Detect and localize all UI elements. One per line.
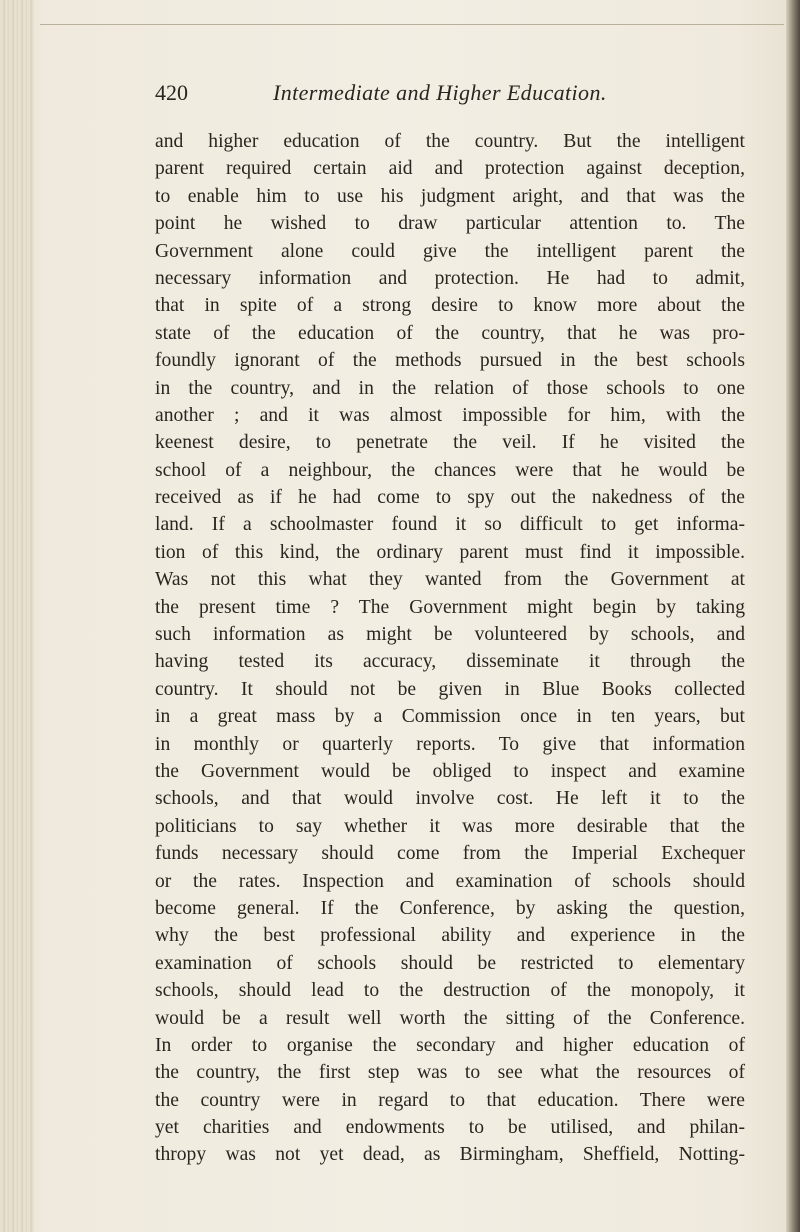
text-line: such information as might be volunteered by schools, and — [155, 624, 745, 646]
page-edge-shadow-right — [786, 0, 800, 1232]
text-line: schools, and that would involve cost. He left it to the — [155, 788, 745, 810]
text-line: or the rates. Inspection and examination of schools should — [155, 870, 745, 892]
text-line: in a great mass by a Commission once in ten years, but — [155, 706, 745, 728]
text-line: state of the education of the country, that he was pro- — [155, 322, 745, 344]
text-line: politicians to say whether it was more desirable that the — [155, 815, 745, 837]
text-line: parent required certain aid and protection against deception, — [155, 158, 745, 180]
page-binding-shadow-left — [0, 0, 34, 1232]
text-line: In order to organise the secondary and higher education of — [155, 1034, 745, 1056]
body-paragraph — [155, 128, 745, 1169]
text-line: land. If a schoolmaster found it so difficult to get informa- — [155, 514, 745, 536]
text-line: why the best professional ability and experience in the — [155, 925, 745, 947]
text-line: another ; and it was almost impossible for him, with the — [155, 404, 745, 426]
text-line: that in spite of a strong desire to know more about the — [155, 295, 745, 317]
text-line: in monthly or quarterly reports. To give that information — [155, 733, 745, 755]
text-line: foundly ignorant of the methods pursued in the best schools — [155, 350, 745, 372]
running-title: Intermediate and Higher Education. — [273, 80, 607, 105]
text-line: schools, should lead to the destruction of the monopoly, it — [155, 980, 745, 1002]
text-line: yet charities and endowments to be utilised, and philan- — [155, 1117, 745, 1139]
text-line: in the country, and in the relation of those schools to one — [155, 377, 745, 399]
text-line: would be a result well worth the sitting of the Conference. — [155, 1007, 745, 1029]
text-line: the present time ? The Government might begin by taking — [155, 596, 745, 618]
text-line: and higher education of the country. But the intelligent — [155, 131, 745, 152]
text-line: tion of this kind, the ordinary parent must find it impossible. — [155, 541, 745, 563]
text-line: examination of schools should be restricted to elementary — [155, 952, 745, 974]
running-header — [155, 78, 755, 114]
text-line: necessary information and protection. He had to admit, — [155, 267, 745, 289]
text-line: point he wished to draw particular attention to. The — [155, 213, 745, 235]
text-line: the Government would be obliged to inspect and examine — [155, 760, 745, 782]
top-edge-line — [40, 24, 784, 25]
text-line: the country, the first step was to see what the resources of — [155, 1062, 745, 1084]
text-line: to enable him to use his judgment aright, and that was the — [155, 185, 745, 207]
text-line: the country were in regard to that education. There were — [155, 1089, 745, 1111]
text-line: Was not this what they wanted from the Government at — [155, 569, 745, 591]
text-line: country. It should not be given in Blue Books collected — [155, 678, 745, 700]
text-line: become general. If the Conference, by asking the question, — [155, 897, 745, 919]
text-line: school of a neighbour, the chances were that he would be — [155, 459, 745, 481]
text-line: having tested its accuracy, disseminate it through the — [155, 651, 745, 673]
text-line: funds necessary should come from the Imperial Exchequer — [155, 843, 745, 865]
text-line: Government alone could give the intelligent parent the — [155, 240, 745, 262]
text-line: received as if he had come to spy out the nakedness of the — [155, 487, 745, 509]
text-line: thropy was not yet dead, as Birmingham, Sheffield, Notting- — [155, 1144, 745, 1166]
text-line: keenest desire, to penetrate the veil. If he visited the — [155, 432, 745, 454]
page-number: 420 — [155, 80, 188, 105]
